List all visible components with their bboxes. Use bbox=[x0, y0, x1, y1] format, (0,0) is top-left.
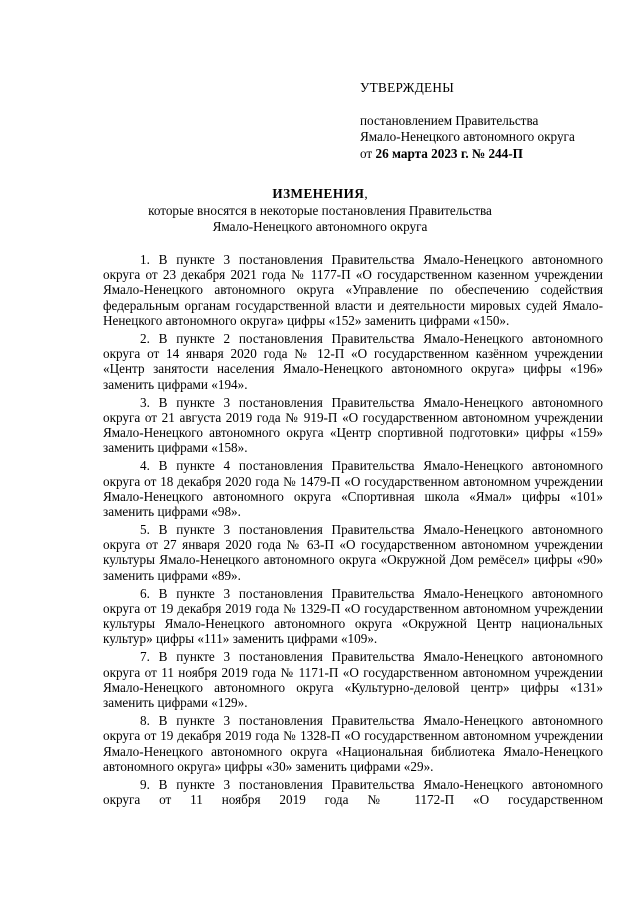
approval-block bbox=[360, 80, 575, 162]
amendment-item-4: 4. В пункте 4 постановления Правительства Ямало-Ненецкого автономного округа от 18 декабря 2020 года № 1479-П «О государственном автономном учреждении Ямало-Ненецкого автономного округа «Спортивная школа «Ямал» цифры «101» заменить цифрами «98». bbox=[103, 458, 603, 519]
amendment-item-7: 7. В пункте 3 постановления Правительства Ямало-Ненецкого автономного округа от 11 ноября 2019 года № 1171-П «О государственном автономном учреждении Ямало-Ненецкого автономного округа «Культурно-деловой центр» цифры «131» заменить цифрами «129». bbox=[103, 649, 603, 711]
heading-title: ИЗМЕНЕНИЯ bbox=[272, 186, 365, 201]
amendment-item-1: 1. В пункте 3 постановления Правительства Ямало-Ненецкого автономного округа от 23 декабря 2021 года № 1177-П «О государственном казенном учреждении Ямало-Ненецкого автономного округа «Управление по обеспечению содействия федеральным органам государственной власти и деятельности мировых судей Ямало-Ненецкого автономного округа» цифры «152» заменить цифрами «150». bbox=[103, 252, 603, 328]
amendment-item-6: 6. В пункте 3 постановления Правительства Ямало-Ненецкого автономного округа от 19 декабря 2019 года № 1329-П «О государственном автономном учреждении культуры Ямало-Ненецкого автономного округа «Окружной Центр национальных культур» цифры «111» заменить цифрами «109». bbox=[103, 585, 603, 647]
approval-date-line bbox=[360, 146, 575, 163]
document-heading bbox=[0, 186, 640, 236]
heading-subtitle-1: которые вносятся в некоторые постановления Правительства bbox=[148, 202, 492, 218]
heading-title-line bbox=[0, 186, 640, 203]
approval-date-value: 26 марта 2023 г. № 244-П bbox=[375, 145, 523, 161]
approval-title: УТВЕРЖДЕНЫ bbox=[360, 80, 455, 95]
amendment-item-5: 5. В пункте 3 постановления Правительства Ямало-Ненецкого автономного округа от 27 января 2020 года № 63-П «О государственном автономном учреждении культуры Ямало-Ненецкого автономного округа «Окружной Дом ремёсел» цифры «90» заменить цифрами «89». bbox=[103, 522, 603, 583]
heading-title-suffix: , bbox=[364, 186, 368, 201]
approval-line-2: Ямало-Ненецкого автономного округа bbox=[360, 129, 575, 144]
heading-subtitle-2: Ямало-Ненецкого автономного округа bbox=[212, 219, 428, 234]
amendments-list bbox=[103, 252, 603, 810]
approval-date-prefix: от bbox=[360, 145, 376, 161]
amendment-item-2: 2. В пункте 2 постановления Правительства Ямало-Ненецкого автономного округа от 14 января 2020 года № 12-П «О государственном казённом учреждении «Центр занятости населения Ямало-Ненецкого автономного округа» цифры «196» заменить цифрами «194». bbox=[103, 330, 603, 392]
amendment-item-8: 8. В пункте 3 постановления Правительства Ямало-Ненецкого автономного округа от 19 декабря 2019 года № 1328-П «О государственном автономном учреждении Ямало-Ненецкого автономного округа «Национальная библиотека Ямало-Ненецкого автономного округа» цифры «30» заменить цифрами «29». bbox=[103, 713, 603, 774]
amendment-item-9: 9. В пункте 3 постановления Правительства Ямало-Ненецкого автономного округа от 11 ноября 2019 года № 1172-П «О государственном bbox=[103, 776, 603, 808]
amendment-item-3: 3. В пункте 3 постановления Правительства Ямало-Ненецкого автономного округа от 21 августа 2019 года № 919-П «О государственном автономном учреждении Ямало-Ненецкого автономного округа «Центр спортивной подготовки» цифры «159» заменить цифрами «158». bbox=[103, 394, 603, 456]
approval-line-1: постановлением Правительства bbox=[360, 112, 539, 128]
